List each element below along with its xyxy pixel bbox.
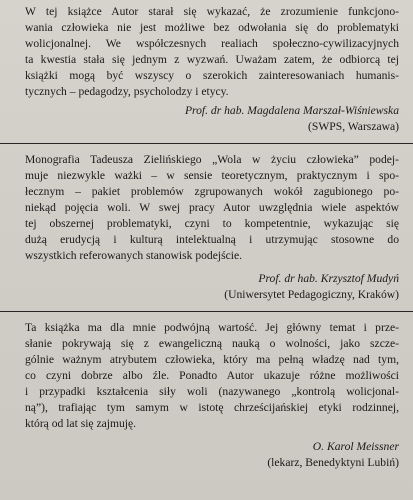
review-text-line: łecznym – pakiet problemów zgrupowanych wokół zagubionego po- bbox=[25, 185, 399, 198]
review-text-line: W tej książce Autor starał się wykazać, że zrozumienie funkcjono- bbox=[25, 5, 399, 18]
section-divider bbox=[0, 143, 413, 144]
review-text-line: tej obszernej problematyki, czyni to kompetentnie, wykazując się bbox=[25, 217, 399, 230]
review-text-line: słanie pokrywają się z ewangeliczną nauką o wolności, jako szcze- bbox=[25, 337, 399, 350]
section-divider bbox=[0, 311, 413, 312]
review-text-line: tycznych – pedagodzy, psycholodzy i etycy. bbox=[25, 85, 229, 98]
reviewer-affiliation: (Uniwersytet Pedagogiczny, Kraków) bbox=[224, 288, 399, 301]
review-text-line: i przypadki kształcenia siły woli (nazywanego „kontrolą wolicjonal- bbox=[25, 385, 399, 398]
reviewer-name: O. Karol Meissner bbox=[312, 440, 399, 453]
review-text-line: wania człowieka nie jest możliwe bez odwołania się do problematyki bbox=[25, 21, 399, 34]
reviewer-affiliation: (SWPS, Warszawa) bbox=[308, 120, 399, 133]
review-text-line: Monografia Tadeusza Zielińskiego „Wola w życiu człowieka” podej- bbox=[25, 153, 399, 166]
review-text-line: muje niezwykle ważki – w sensie teoretycznym, praktycznym i spo- bbox=[25, 169, 399, 182]
review-text-line: ną”), trafiając tym samym w istotę chrześcijańskiej etyki rodzinnej, bbox=[25, 401, 399, 414]
review-text-line: książki mogą być wszyscy o szerokich zainteresowaniach humanis- bbox=[25, 69, 399, 82]
review-text-line: niekąd pojęcia woli. W swej pracy Autor uwzględnia wiele aspektów bbox=[25, 201, 399, 214]
review-text-line: gólnie ważnym atrybutem człowieka, który ma pełną władzę nad tym, bbox=[25, 353, 399, 366]
review-text-line: dużą erudycją i kulturą intelektualną i utrzymując stosowne do bbox=[25, 233, 399, 246]
review-text-line: wszystkich referowanych stanowisk podejście. bbox=[25, 249, 242, 262]
reviewer-name: Prof. dr hab. Magdalena Marszał-Wiśniewska bbox=[184, 104, 399, 117]
reviewer-name: Prof. dr hab. Krzysztof Mudyń bbox=[258, 272, 399, 285]
review-block-3 bbox=[25, 320, 399, 471]
review-block-2 bbox=[25, 152, 399, 303]
review-text-line: ta kwestia stała się jednym z wyzwań. Uważam zatem, że odbiorcą tej bbox=[25, 53, 399, 66]
review-text-line: co czyni dobrze albo źle. Ponadto Autor ukazuje różne możliwości bbox=[25, 369, 399, 382]
review-block-1 bbox=[25, 2, 399, 135]
review-text-line: Ta książka ma dla mnie podwójną wartość. Jej główny temat i prze- bbox=[25, 321, 399, 334]
reviewer-affiliation: (lekarz, Benedyktyni Lubiń) bbox=[267, 456, 399, 469]
review-text-line: wolicjonalnej. We współczesnych realiach społeczno-cywilizacyjnych bbox=[25, 37, 399, 50]
review-text-line: którą od lat się zajmuję. bbox=[25, 417, 137, 430]
